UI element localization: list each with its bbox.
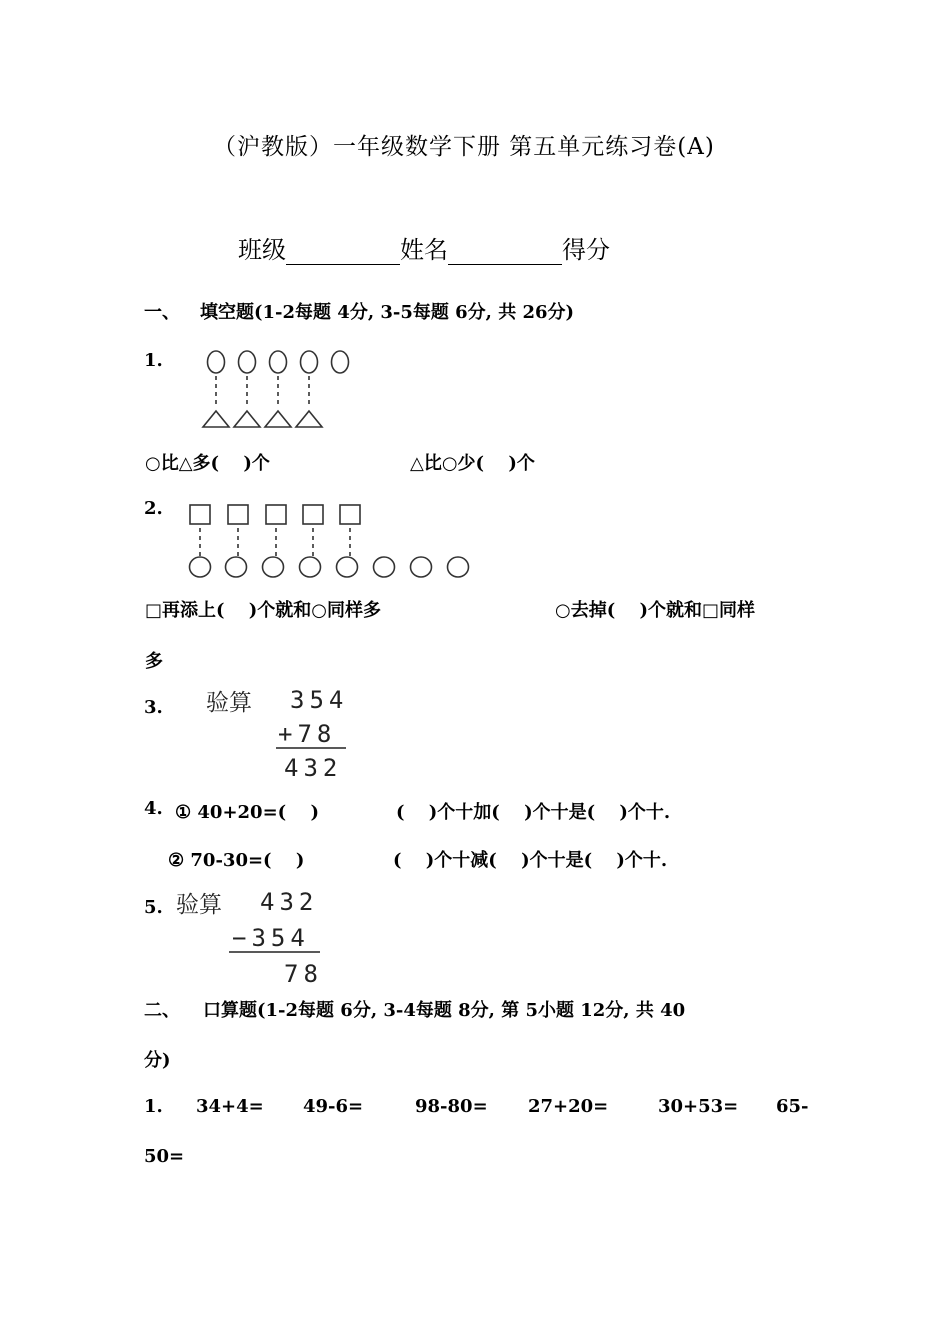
score-label: 得分	[562, 236, 610, 264]
name-label: 姓名	[400, 236, 448, 264]
q4-line1-tail: ( )个十加( )个十是( )个十.	[396, 802, 671, 823]
oral-calc-item-wrap: 50=	[144, 1146, 185, 1167]
q4-line2-equation: ② 70-30=( )	[168, 850, 305, 871]
s2-q1-number: 1.	[144, 1096, 163, 1117]
q3-addend: +78	[278, 720, 337, 748]
q5-result: 78	[284, 960, 323, 988]
q3-check-label: 验算	[206, 690, 252, 716]
q5-subtrahend: −354	[232, 924, 310, 952]
oral-calc-item: 30+53=	[658, 1096, 739, 1117]
q5-top-number: 432	[260, 888, 319, 916]
section-1-number: 一、	[144, 302, 180, 323]
oral-calc-item: 65-	[776, 1096, 809, 1117]
section-2-header-wrap: 分)	[144, 1050, 171, 1071]
section-2-header: 口算题(1-2每题 6分, 3-4每题 8分, 第 5小题 12分, 共 40	[203, 1000, 686, 1021]
q3-top-number: 354	[290, 686, 349, 714]
q1-number: 1.	[144, 350, 163, 371]
q5-check-label: 验算	[176, 892, 222, 918]
q2-number: 2.	[144, 498, 163, 519]
q2-text-a: □再添上( )个就和○同样多	[145, 600, 382, 621]
oral-calc-item: 98-80=	[415, 1096, 488, 1117]
q4-line1-equation: ① 40+20=( )	[175, 802, 319, 823]
q4-number: 4.	[144, 798, 163, 819]
q4-line2-tail: ( )个十减( )个十是( )个十.	[393, 850, 668, 871]
q3-number: 3.	[144, 697, 163, 718]
section-1-header: 填空题(1-2每题 4分, 3-5每题 6分, 共 26分)	[200, 302, 575, 323]
q2-text-b: ○去掉( )个就和□同样	[555, 600, 756, 621]
q1-text-a: ○比△多( )个	[145, 453, 270, 474]
q1-text-b: △比○少( )个	[410, 453, 535, 474]
q5-number: 5.	[144, 897, 163, 918]
class-label: 班级	[238, 236, 286, 264]
oral-calc-item: 34+4=	[196, 1096, 264, 1117]
page-title: （沪教版）一年级数学下册 第五单元练习卷(A)	[213, 134, 715, 160]
oral-calc-item: 49-6=	[303, 1096, 364, 1117]
section-2-number: 二、	[144, 1000, 180, 1021]
oral-calc-item: 27+20=	[528, 1096, 609, 1117]
q2-text-b-wrap: 多	[145, 651, 163, 672]
q3-result: 432	[284, 754, 343, 782]
